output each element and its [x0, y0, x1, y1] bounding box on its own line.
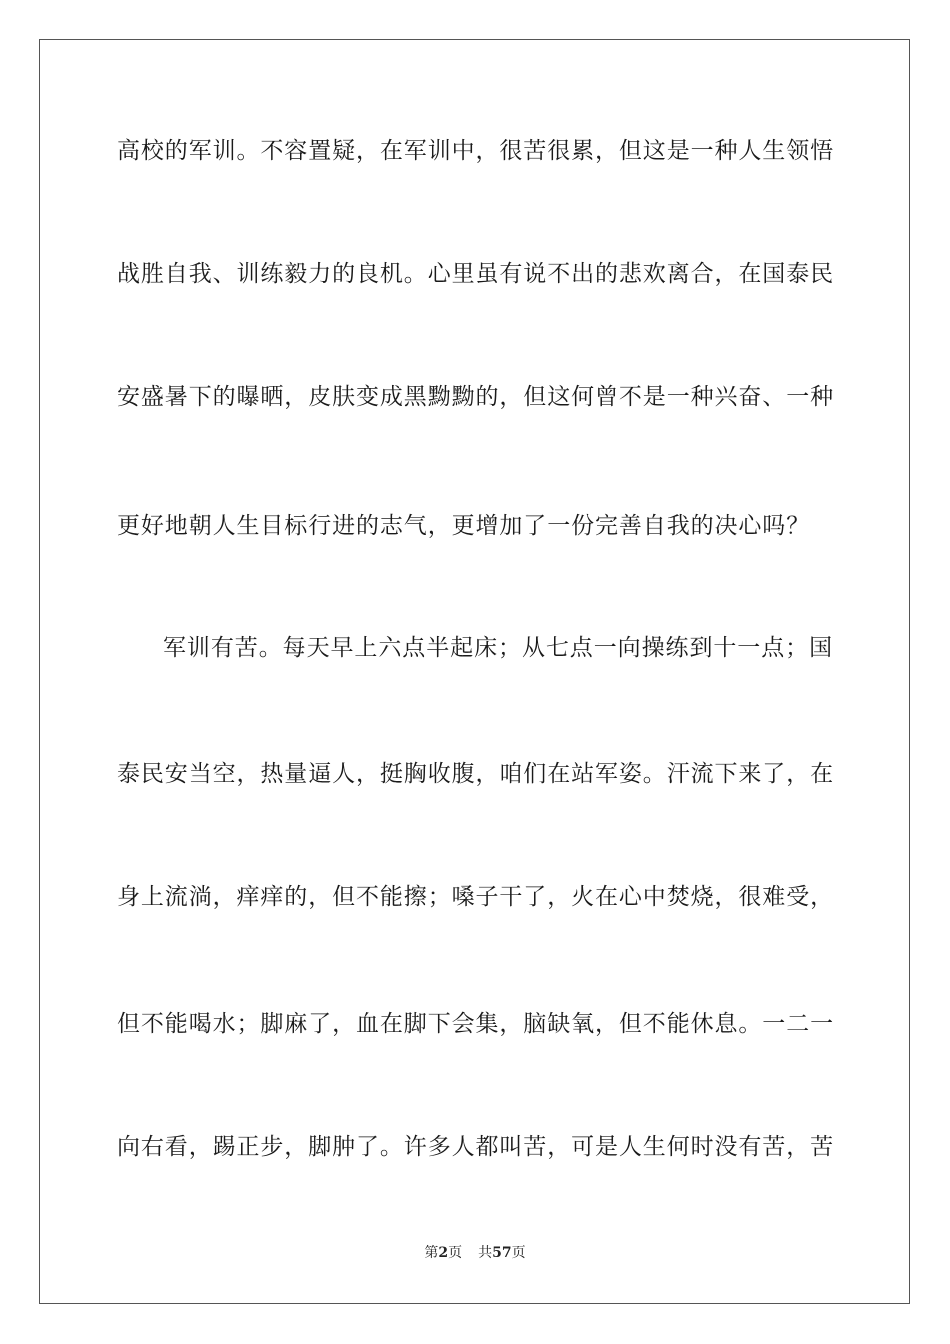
text-line-7: 身上流淌，痒痒的，但不能擦；嗓子干了，火在心中焚烧，很难受， — [117, 884, 834, 910]
total-pages: 57 — [492, 1245, 512, 1261]
page-footer — [0, 1243, 950, 1263]
page-label: 第 — [424, 1245, 439, 1261]
text-line-8: 但不能喝水；脚麻了，血在脚下会集，脑缺氧，但不能休息。一二一 — [117, 1011, 834, 1037]
total-suffix: 页 — [511, 1245, 526, 1261]
text-line-3: 安盛暑下的曝晒，皮肤变成黑黝黝的，但这何曾不是一种兴奋、一种 — [117, 384, 834, 410]
paragraph-2-line-1: 军训有苦。每天早上六点半起床；从七点一向操练到十一点；国 — [163, 635, 833, 661]
text-line-4: 更好地朝人生目标行进的志气，更增加了一份完善自我的决心吗？ — [117, 513, 811, 539]
total-label: 共 — [478, 1245, 493, 1261]
text-line-9: 向右看，踢正步，脚肿了。许多人都叫苦，可是人生何时没有苦，苦 — [117, 1134, 834, 1160]
page-number: 2 — [438, 1245, 449, 1261]
text-line-1: 高校的军训。不容置疑，在军训中，很苦很累，但这是一种人生领悟 — [117, 138, 834, 164]
text-line-6: 泰民安当空，热量逼人，挺胸收腹，咱们在站军姿。汗流下来了，在 — [117, 761, 834, 787]
page-suffix: 页 — [448, 1245, 463, 1261]
text-line-2: 战胜自我、训练毅力的良机。心里虽有说不出的悲欢离合，在国泰民 — [117, 261, 834, 287]
page-border — [39, 39, 910, 1304]
